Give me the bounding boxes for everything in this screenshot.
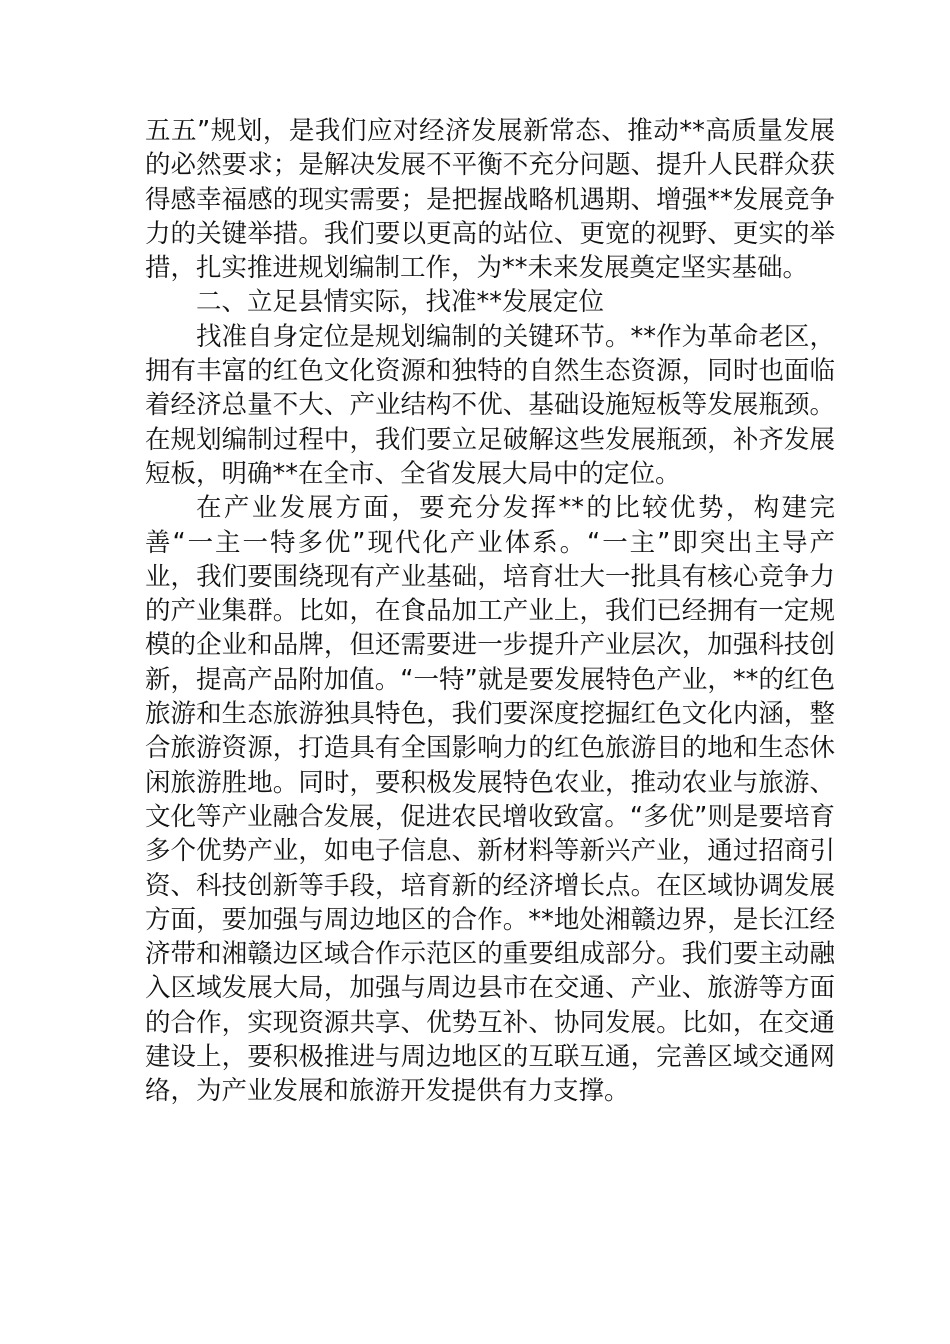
section-heading: 二、立足县情实际，找准**发展定位 bbox=[196, 287, 605, 318]
document-body bbox=[145, 114, 835, 1109]
paragraph-continuation: 五五”规划，是我们应对经济发展新常态、推动**高质量发展的必然要求；是解决发展不平衡不充分问题、提升人民群众获得感幸福感的现实需要；是把握战略机遇期、增强**发展竞争力的关键举措。我们要以更高的站位、更宽的视野、更实的举措，扎实推进规划编制工作，为**未来发展奠定坚实基础。 bbox=[145, 116, 835, 284]
paragraph-positioning: 找准自身定位是规划编制的关键环节。**作为革命老区，拥有丰富的红色文化资源和独特的自然生态资源，同时也面临着经济总量不大、产业结构不优、基础设施短板等发展瓶颈。在规划编制过程中，我们要立足破解这些发展瓶颈，补齐发展短板，明确**在全市、全省发展大局中的定位。 bbox=[145, 321, 835, 489]
paragraph-industry-development: 在产业发展方面，要充分发挥**的比较优势，构建完善“一主一特多优”现代化产业体系。“一主”即突出主导产业，我们要围绕现有产业基础，培育壮大一批具有核心竞争力的产业集群。比如，在食品加工产业上，我们已经拥有一定规模的企业和品牌，但还需要进一步提升产业层次，加强科技创新，提高产品附加值。“一特”就是要发展特色产业，**的红色旅游和生态旅游独具特色，我们要深度挖掘红色文化内涵，整合旅游资源，打造具有全国影响力的红色旅游目的地和生态休闲旅游胜地。同时，要积极发展特色农业，推动农业与旅游、文化等产业融合发展，促进农民增收致富。“多优”则是要培育多个优势产业，如电子信息、新材料等新兴产业，通过招商引资、科技创新等手段，培育新的经济增长点。在区域协调发展方面，要加强与周边地区的合作。**地处湘赣边界，是长江经济带和湘赣边区域合作示范区的重要组成部分。我们要主动融入区域发展大局，加强与周边县市在交通、产业、旅游等方面的合作，实现资源共享、优势互补、协同发展。比如，在交通建设上，要积极推进与周边地区的互联互通，完善区域交通网络，为产业发展和旅游开发提供有力支撑。 bbox=[145, 493, 835, 1107]
